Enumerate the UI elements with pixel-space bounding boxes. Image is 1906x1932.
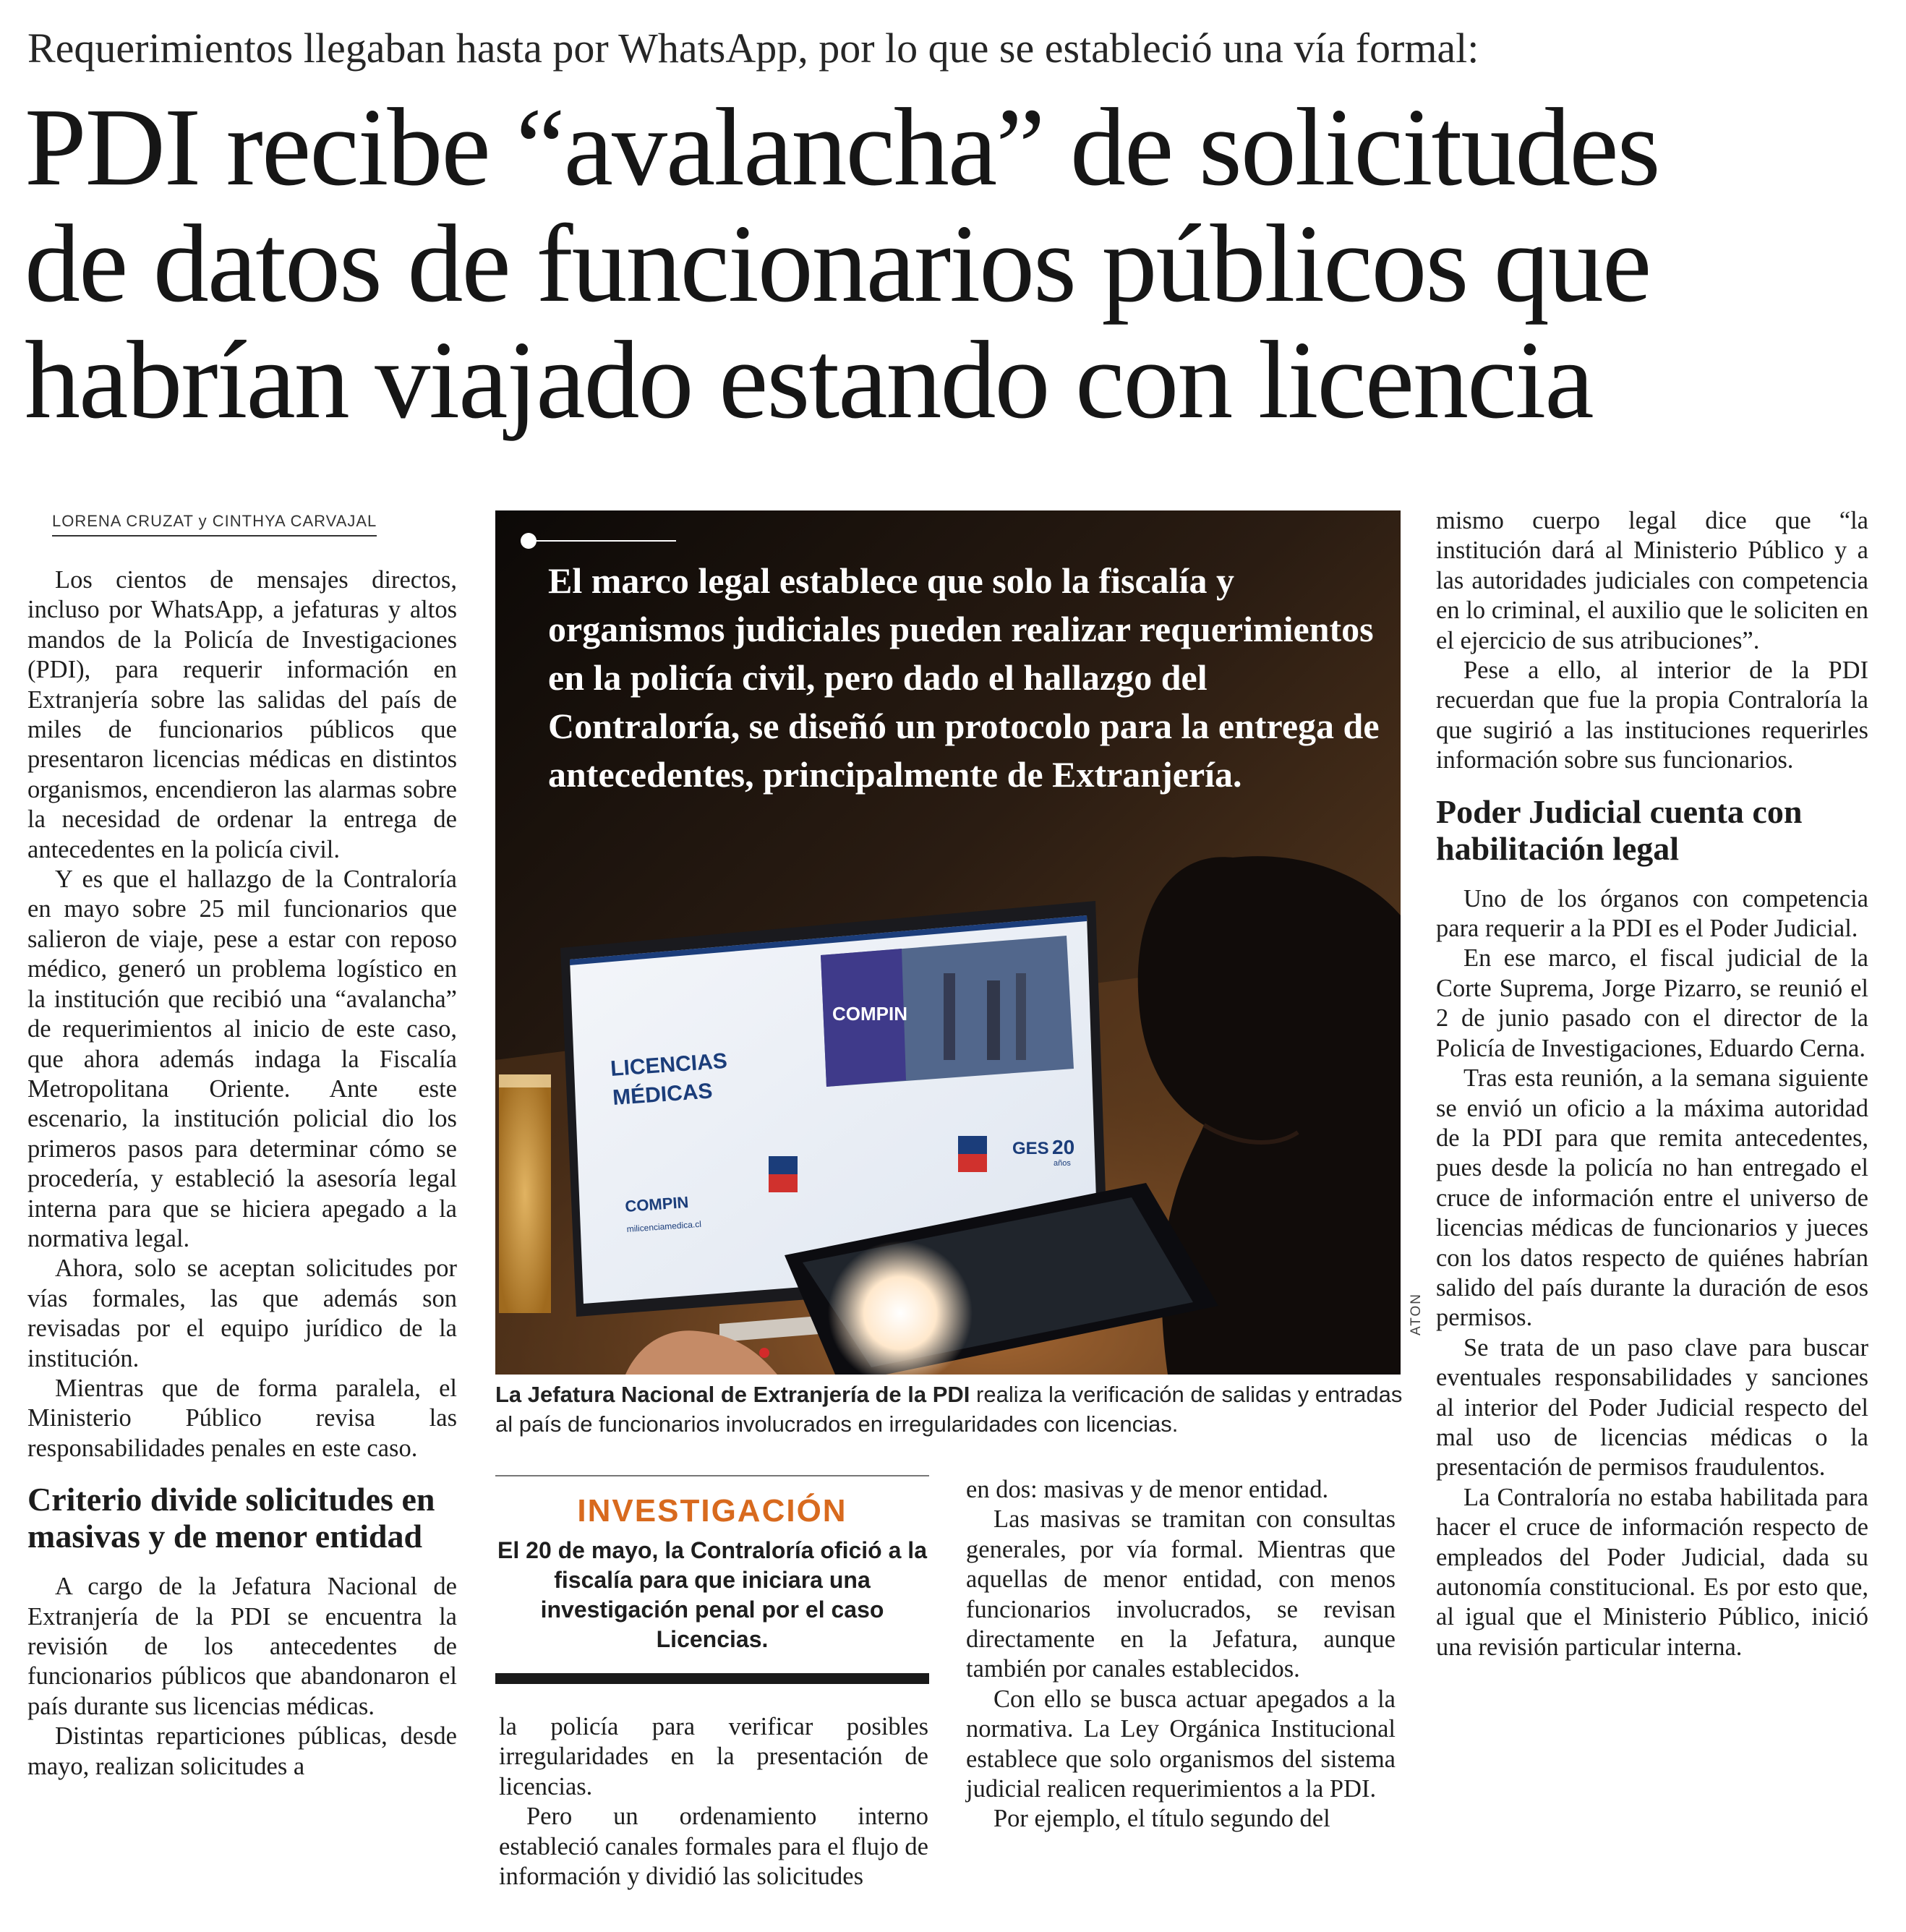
paragraph: Uno de los órganos con competencia para requerir a la PDI es el Poder Judicial. [1436, 884, 1868, 943]
kicker: Requerimientos llegaban hasta por WhatsApp, por lo que se estableció una vía formal: [27, 25, 1479, 72]
paragraph: en dos: masivas y de menor entidad. [966, 1476, 1329, 1503]
paragraph: mismo cuerpo legal dice que “la institución dará al Ministerio Público y a las autoridades judiciales con competencia en lo criminal, el auxilio que le soliciten en el ejercicio de sus atribuciones”. [1436, 507, 1868, 654]
article-column-2 [499, 1712, 928, 1892]
photo-credit: ATON [1409, 1292, 1424, 1335]
box-text: El 20 de mayo, la Contraloría ofició a la fiscalía para que iniciara una investigación penal por el caso Licencias. [497, 1537, 927, 1652]
screen-sign-text: COMPIN [832, 1003, 907, 1025]
headline-line-1: PDI recibe “avalancha” de solicitudes [25, 86, 1659, 209]
paragraph: Por ejemplo, el título segundo del [993, 1805, 1330, 1833]
paragraph: Pese a ello, al interior de la PDI recuerdan que fue la propia Contraloría la que sugirió a las instituciones requerirles información sobre sus funcionarios. [1436, 657, 1868, 774]
screen-ges-sub: años [1054, 1159, 1071, 1168]
paragraph: Se trata de un paso clave para buscar eventuales responsabilidades y sanciones al interior del Poder Judicial respecto del mal uso de licencias médicas o la presentación de permisos fraudulentos. [1436, 1333, 1868, 1482]
screen-ges-text: GES [1012, 1139, 1049, 1158]
screen-title-2: MÉDICAS [612, 1079, 714, 1110]
subheading-criterio: Criterio divide solicitudes en masivas y de menor entidad [27, 1481, 435, 1555]
paragraph: Tras esta reunión, a la semana siguiente se envió un oficio a la máxima autoridad de la PDI para que remita antecedentes, pues desde la policía no han entregado el cruce de información entre el universo de licencias médicas de funcionarios y jueces con los datos respecto de quiénes habrían salido del país durante la duración de esos permisos. [1436, 1064, 1868, 1332]
photo-caption [495, 1380, 1408, 1439]
article-column-1 [27, 565, 457, 1782]
paragraph: Mientras que de forma paralela, el Ministerio Público revisa las responsabilidades penales en este caso. [27, 1374, 457, 1462]
paragraph: Distintas reparticiones públicas, desde mayo, realizan solicitudes a [27, 1722, 457, 1780]
photo-pull-quote: El marco legal establece que solo la fiscalía y organismos judiciales pueden realizar requerimientos en la policía civil, pero dado el hallazgo del Contraloría, se diseñó un protocolo para la entrega de antecedentes, principalmente de Extranjería. [548, 560, 1380, 795]
paragraph: Pero un ordenamiento interno estableció canales formales para el flujo de información y dividió las solicitudes [499, 1803, 928, 1891]
headline [25, 86, 1890, 442]
subheading-poder-judicial: Poder Judicial cuenta con habilitación legal [1436, 792, 1803, 867]
screen-ges-number: 20 [1052, 1136, 1075, 1158]
box-top-rule [495, 1475, 929, 1476]
paragraph: En ese marco, el fiscal judicial de la Corte Suprema, Jorge Pizarro, se reunió el 2 de junio pasado con el director de la Policía de Investigaciones, Eduardo Cerna. [1436, 944, 1868, 1062]
screen-title-1: LICENCIAS [610, 1048, 728, 1081]
screen-logo-text: COMPIN [624, 1192, 690, 1215]
caption-bold: La Jefatura Nacional de Extranjería de la PDI [495, 1382, 970, 1407]
article-column-4 [1436, 506, 1868, 1662]
paragraph: Ahora, solo se aceptan solicitudes por vías formales, las que además son revisadas por el equipo jurídico de la institución. [27, 1254, 457, 1372]
article-column-3 [966, 1475, 1396, 1834]
paragraph: La Contraloría no estaba habilitada para hacer el cruce de información respecto de empleados del Poder Judicial, dada su autonomía constitucional. Es por esto que, al igual que el Ministerio Público, inició una revisión particular interna. [1436, 1483, 1868, 1661]
paragraph: la policía para verificar posibles irregularidades en la presentación de licencias. [499, 1713, 928, 1800]
paragraph: A cargo de la Jefatura Nacional de Extranjería de la PDI se encuentra la revisión de los antecedentes de funcionarios públicos que abandonaron el país durante sus licencias médicas. [27, 1573, 457, 1720]
caption-rest: realiza la verificación de salidas y entradas al país de funcionarios involucrados en irregularidades con licencias. [495, 1382, 1403, 1437]
headline-line-3: habrían viajado estando con licencia [25, 319, 1593, 442]
byline: LORENA CRUZAT y CINTHYA CARVAJAL [52, 512, 377, 537]
paragraph: Los cientos de mensajes directos, incluso por WhatsApp, a jefaturas y altos mandos de la Policía de Investigaciones (PDI), para requerir información en Extranjería sobre las salidas del país de miles de funcionarios públicos que presentaron licencias médicas en distintos organismos, encendieron las alarmas sobre la necesidad de ordenar la entrega de antecedentes en la policía civil. [27, 566, 457, 863]
box-title: INVESTIGACIÓN [577, 1493, 847, 1529]
paragraph: Las masivas se tramitan con consultas generales, por vía formal. Mientras que aquellas de menor entidad, con menos funcionarios involucrados, se revisan directamente en la Jefatura, aunque también por canales establecidos. [966, 1505, 1396, 1683]
headline-line-2: de datos de funcionarios públicos que [25, 202, 1651, 325]
box-bottom-rule [495, 1673, 929, 1684]
paragraph: Con ello se busca actuar apegados a la normativa. La Ley Orgánica Institucional establece que solo organismos del sistema judicial realicen requerimientos a la PDI. [966, 1685, 1396, 1803]
investigacion-box [495, 1475, 929, 1684]
paragraph: Y es que el hallazgo de la Contraloría en mayo sobre 25 mil funcionarios que salieron de viaje, pese a estar con reposo médico, generó un problema logístico en la institución que recibió una “avalancha” de requerimientos al inicio de este caso, que ahora además indaga la Fiscalía Metropolitana Oriente. Ante este escenario, la institución policial dio los primeros pasos para determinar cómo se procedería, y estableció la asesoría legal interna para que se hiciera apegado a la normativa legal. [27, 865, 457, 1252]
screen-url-text: milicenciamedica.cl [626, 1218, 702, 1234]
